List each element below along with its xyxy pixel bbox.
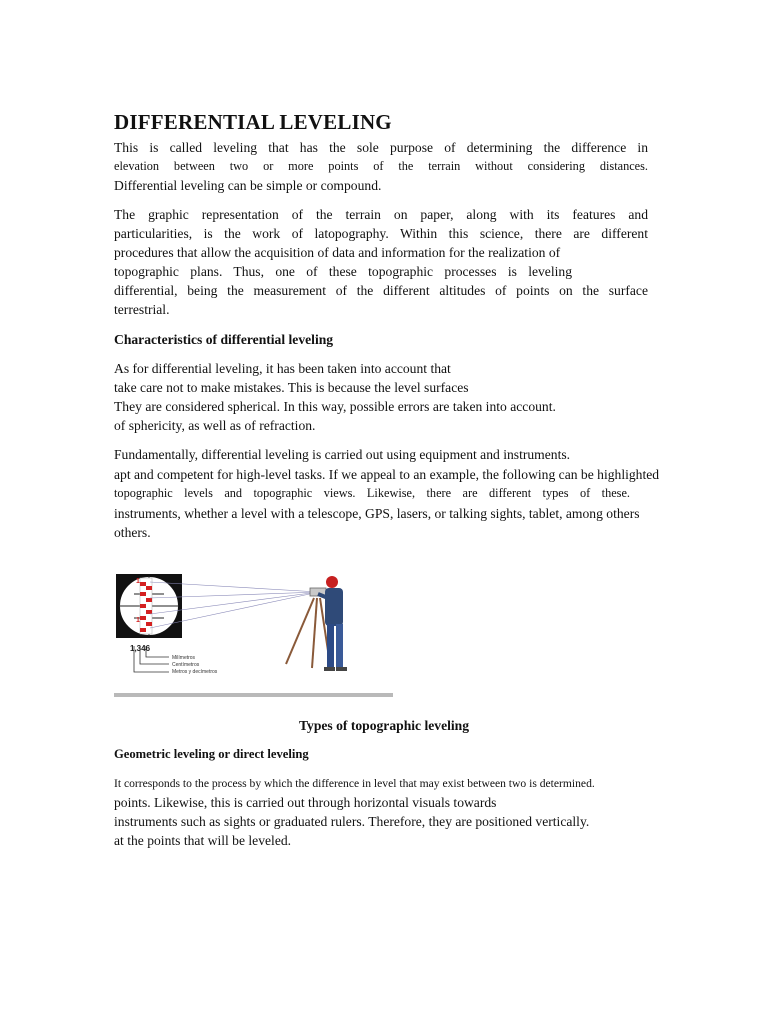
document-title: DIFFERENTIAL LEVELING: [114, 110, 392, 134]
paragraph-3-line-2: take care not to make mistakes. This is because the level surfaces: [114, 380, 469, 395]
section-heading-characteristics: Characteristics of differential leveling: [114, 332, 334, 347]
paragraph-4-line-4: instruments, whether a level with a telescope, GPS, lasers, or talking sights, tablet, among others: [114, 506, 640, 521]
reading-value: 1,346: [130, 644, 151, 653]
paragraph-2-line-5: differential, being the measurement of the different altitudes of points on the surface: [114, 283, 648, 298]
leveling-illustration: [114, 568, 396, 700]
rod-mark-2: 1: [136, 617, 140, 624]
paragraph-5-line-2: points. Likewise, this is carried out through horizontal visuals towards: [114, 795, 497, 810]
paragraph-2-line-6: terrestrial.: [114, 302, 170, 317]
paragraph-3-line-1: As for differential leveling, it has been taken into account that: [114, 361, 451, 376]
section-heading-geometric: Geometric leveling or direct leveling: [114, 747, 309, 761]
paragraph-2-line-4: topographic plans. Thus, one of these topographic processes is leveling: [114, 264, 572, 279]
paragraph-5-line-1: It corresponds to the process by which the difference in level that may exist between two is determined.: [114, 777, 595, 790]
figure-divider: [114, 693, 393, 697]
paragraph-2-line-2: particularities, is the work of latopography. Within this science, there are different: [114, 226, 648, 241]
paragraph-5-line-3: instruments such as sights or graduated rulers. Therefore, they are positioned vertically.: [114, 814, 590, 829]
reading-legend: [130, 644, 218, 675]
paragraph-3-line-3: They are considered spherical. In this way, possible errors are taken into account.: [114, 399, 556, 414]
section-heading-types: Types of topographic leveling: [298, 718, 470, 733]
paragraph-4-line-1: Fundamentally, differential leveling is carried out using equipment and instruments.: [114, 447, 571, 462]
legend-meters-decimeters: Metros y decímetros: [172, 669, 218, 675]
paragraph-4-line-5: others.: [114, 525, 151, 540]
paragraph-3-line-4: of sphericity, as well as of refraction.: [114, 418, 316, 433]
legend-centimeters: Centímetros: [172, 662, 200, 668]
paragraph-4-line-2: apt and competent for high-level tasks. If we appeal to an example, the following can be highlighted: [114, 467, 660, 482]
paragraph-2-line-3: procedures that allow the acquisition of data and information for the realization of: [114, 245, 561, 260]
paragraph-1-line-2: elevation between two or more points of the terrain without considering distances.: [114, 159, 648, 173]
tripod-icon: [286, 598, 330, 668]
legend-millimeters: Milímetros: [172, 655, 196, 661]
paragraph-4-line-3: topographic levels and topographic views. Likewise, there are different types of these.: [114, 486, 630, 500]
paragraph-5-line-4: at the points that will be leveled.: [114, 833, 292, 848]
rod-mark-1: 1: [136, 578, 140, 585]
paragraph-1-line-1: This is called leveling that has the sole purpose of determining the difference in: [114, 140, 648, 155]
paragraph-2-line-1: The graphic representation of the terrain on paper, along with its features and: [114, 207, 648, 222]
paragraph-1-line-3: Differential leveling can be simple or compound.: [114, 178, 382, 193]
